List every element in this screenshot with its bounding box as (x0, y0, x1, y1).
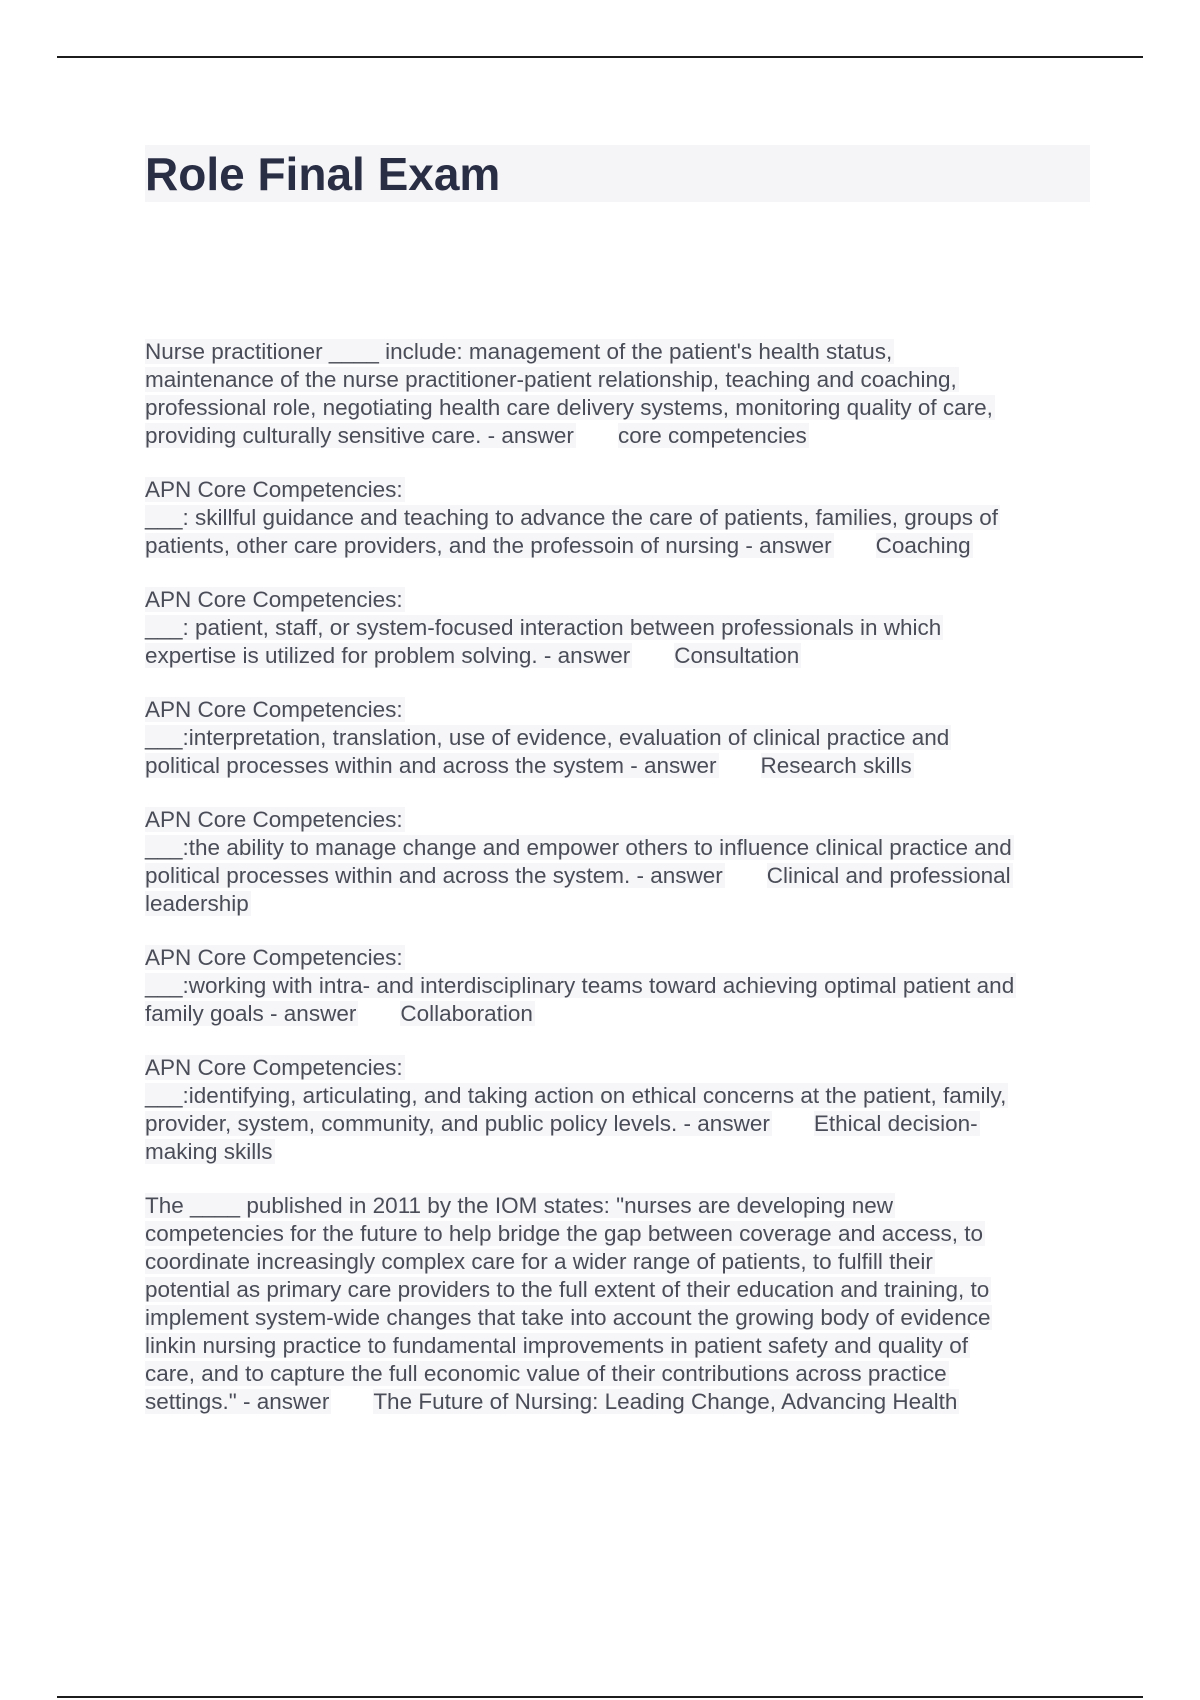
question-item (145, 586, 1090, 670)
answer-text: Clinical and professional (766, 863, 1011, 888)
question-item (145, 476, 1090, 560)
question-item (145, 696, 1090, 780)
question-list (145, 338, 1090, 1442)
question-line: expertise is utilized for problem solving. - answer (145, 643, 631, 668)
question-item (145, 1054, 1090, 1166)
question-line: providing culturally sensitive care. - answer (145, 423, 574, 448)
question-line: ___:interpretation, translation, use of evidence, evaluation of clinical practice and (145, 725, 950, 750)
question-line: implement system-wide changes that take into account the growing body of evidence (145, 1305, 991, 1330)
question-line: APN Core Competencies: (145, 807, 403, 832)
question-item (145, 806, 1090, 918)
answer-continuation: leadership (145, 891, 249, 916)
question-line: ___:the ability to manage change and empower others to influence clinical practice and (145, 835, 1012, 860)
question-line: provider, system, community, and public policy levels. - answer (145, 1111, 770, 1136)
question-line: coordinate increasingly complex care for a wider range of patients, to fulfill their (145, 1249, 933, 1274)
question-line: political processes within and across the system. - answer (145, 863, 723, 888)
page-title: Role Final Exam (145, 148, 501, 200)
question-line: ___:working with intra- and interdisciplinary teams toward achieving optimal patient and (145, 973, 1015, 998)
question-line: professional role, negotiating health care delivery systems, monitoring quality of care, (145, 395, 993, 420)
question-line: care, and to capture the full economic value of their contributions across practice (145, 1361, 947, 1386)
question-line: ___: skillful guidance and teaching to advance the care of patients, families, groups of (145, 505, 999, 530)
answer-text: Ethical decision- (813, 1111, 978, 1136)
question-line: patients, other care providers, and the professoin of nursing - answer (145, 533, 832, 558)
question-item (145, 944, 1090, 1028)
question-line: APN Core Competencies: (145, 587, 403, 612)
question-line: Nurse practitioner ____ include: management of the patient's health status, (145, 339, 893, 364)
answer-text: Consultation (674, 643, 800, 668)
question-line: settings." - answer (145, 1389, 330, 1414)
question-line: APN Core Competencies: (145, 945, 403, 970)
question-line: linkin nursing practice to fundamental improvements in patient safety and quality of (145, 1333, 968, 1358)
question-line: APN Core Competencies: (145, 477, 403, 502)
bottom-rule (57, 1696, 1143, 1698)
question-line: ___: patient, staff, or system-focused interaction between professionals in which (145, 615, 942, 640)
question-line: maintenance of the nurse practitioner-patient relationship, teaching and coaching, (145, 367, 957, 392)
answer-text: The Future of Nursing: Leading Change, Advancing Health (373, 1389, 958, 1414)
top-rule (57, 56, 1143, 58)
answer-text: Research skills (760, 753, 912, 778)
question-line: potential as primary care providers to the full extent of their education and training, to (145, 1277, 990, 1302)
question-item (145, 1192, 1090, 1416)
question-item (145, 338, 1090, 450)
question-line: political processes within and across the system - answer (145, 753, 717, 778)
question-line: competencies for the future to help bridge the gap between coverage and access, to (145, 1221, 984, 1246)
answer-text: core competencies (617, 423, 807, 448)
question-line: family goals - answer (145, 1001, 357, 1026)
answer-text: Coaching (875, 533, 971, 558)
question-line: APN Core Competencies: (145, 1055, 403, 1080)
question-line: ___:identifying, articulating, and taking action on ethical concerns at the patient, family, (145, 1083, 1007, 1108)
answer-text: Collaboration (400, 1001, 533, 1026)
question-line: The ____ published in 2011 by the IOM states: "nurses are developing new (145, 1193, 894, 1218)
answer-continuation: making skills (145, 1139, 273, 1164)
question-line: APN Core Competencies: (145, 697, 403, 722)
